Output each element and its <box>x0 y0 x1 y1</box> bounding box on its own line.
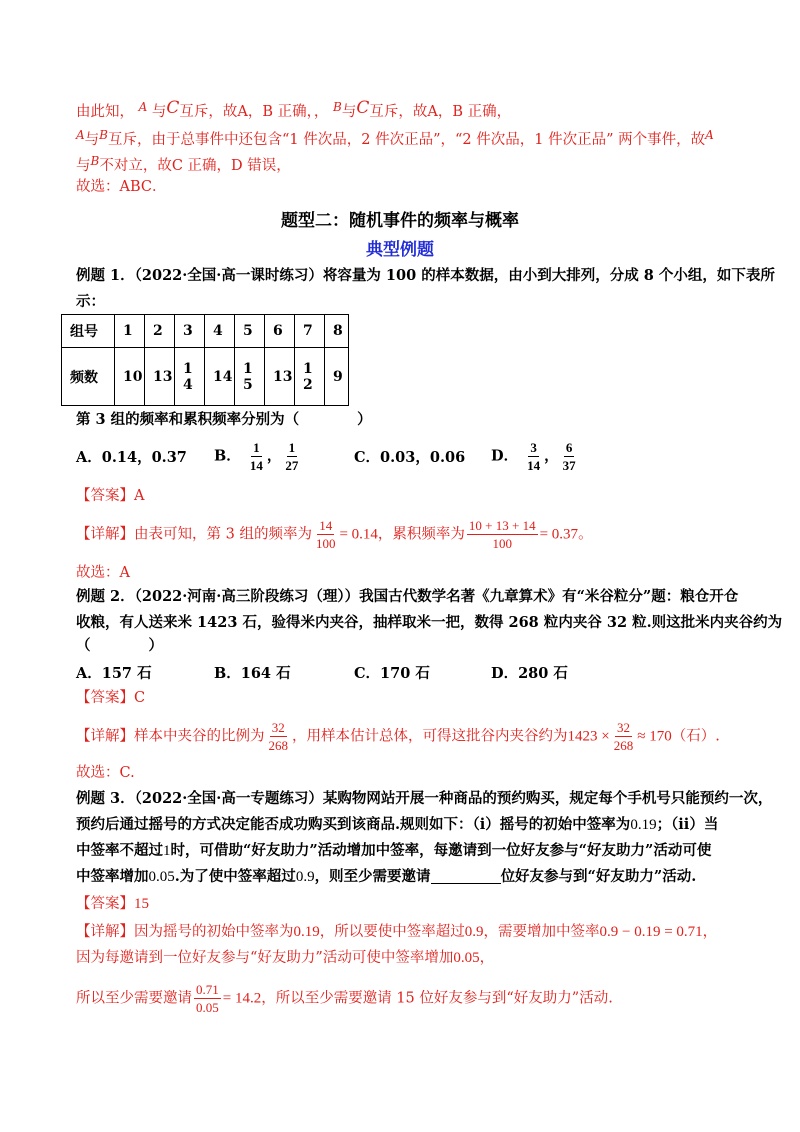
text: 由此知， <box>76 104 134 120</box>
conclusion-line-1: 由此知， $^A$ 与C互斥，故A，B 正确，， $^B$与C互斥，故A，B 正确， <box>76 98 512 120</box>
fraction: $\frac{1}{14}$ <box>249 440 263 473</box>
text: 与 <box>341 104 357 120</box>
var-c: C <box>356 98 370 118</box>
table-cell: 9 <box>325 348 349 406</box>
fraction: $\frac{32}{268}$ <box>613 720 634 753</box>
text: 不对立，故C 正确，D 错误， <box>99 158 291 174</box>
example3-detail-2: 因为每邀请到一位好友参与“好友助力”活动可使中签率增加0.05， <box>76 950 495 966</box>
answer-blank <box>431 869 501 884</box>
example1-answer: 【答案】A <box>76 488 145 504</box>
example1-choose: 故选：A <box>76 565 130 581</box>
table-cell: 14 <box>205 348 235 406</box>
fraction: $\frac{14}{100}$ <box>315 518 336 551</box>
example1-option-b: B． $\frac{1}{14}$ ， $\frac{1}{27}$ <box>214 440 299 473</box>
table-cell: 1 4 <box>175 348 205 406</box>
table-cell: 13 <box>145 348 175 406</box>
example1-option-a: A．0.14，0.37 <box>76 449 187 466</box>
fraction: $\frac{0.71}{0.05}$ <box>196 982 219 1015</box>
example3-detail-3: 所以至少需要邀请 $\frac{0.71}{0.05}$ = 14.2，所以至少需要邀请 15 位好友参与到“好友助力”活动. <box>76 982 613 1015</box>
fraction: $\frac{32}{268}$ <box>268 720 288 753</box>
example2-option-b: B．164 石 <box>214 665 291 682</box>
var-b: B <box>99 128 108 142</box>
example1-option-c: C．0.03，0.06 <box>354 449 466 466</box>
example3-text-2: 预约后通过摇号的方式决定能否成功购买到该商品.规则如下：（ⅰ）摇号的初始中签率为0.19；（ⅱ）当 <box>76 816 719 833</box>
table-cell: 3 <box>175 315 205 348</box>
table-cell: 2 <box>145 315 175 348</box>
fraction: $\frac{6}{37}$ <box>562 440 576 473</box>
example1-text-1: 例题 1．（2022·全国·高一课时练习）将容量为 100 的样本数据，由小到大排列，分成 8 个小组，如下表所 <box>76 267 775 284</box>
var-a: A <box>76 128 85 142</box>
example3-text-4: 中签率增加0.05.为了使中签率超过0.9，则至少需要邀请 位好友参与到“好友助力”活动. <box>76 868 697 885</box>
example3-text-3: 中签率不超过1时，可借助“好友助力”活动增加中签率，每邀请到一位好友参与“好友助力”活动可使 <box>76 842 712 859</box>
table-cell: 1 2 <box>295 348 325 406</box>
table-cell: 5 <box>235 315 265 348</box>
example3-detail-1: 【详解】因为摇号的初始中签率为0.19，所以要使中签率超过0.9，需要增加中签率0.9 − 0.19 = 0.71， <box>76 924 718 940</box>
conclusion-choose: 故选：ABC． <box>76 179 167 195</box>
fraction: $\frac{1}{27}$ <box>285 440 299 473</box>
example1-question: 第 3 组的频率和累积频率分别为（ ） <box>76 411 372 428</box>
var-b: B <box>333 100 342 114</box>
table-cell: 13 <box>265 348 295 406</box>
example2-option-c: C．170 石 <box>354 665 430 682</box>
text: 互斥，故A，B 正确， <box>179 104 314 120</box>
example2-choose: 故选：C. <box>76 765 135 781</box>
subsection-title: 典型例题 <box>366 240 434 260</box>
text: 互斥，故A，B 正确， <box>369 104 512 120</box>
frequency-table <box>61 314 349 406</box>
text: 与 <box>84 132 100 148</box>
var-a: A <box>138 100 148 114</box>
example3-answer: 【答案】15 <box>76 896 149 912</box>
text: 互斥，由于总事件中还包含“1 件次品，2 件次正品”，“2 件次品，1 件次正品” 两个事件，故 <box>108 132 706 148</box>
conclusion-line-3 <box>76 151 291 176</box>
example1-detail: 【详解】由表可知，第 3 组的频率为 $\frac{14}{100}$ = 0.14，累积频率为 $\frac{10 + 13 + 14}{100}$ = 0.37。 <box>76 518 593 551</box>
table-cell: 4 <box>205 315 235 348</box>
example2-detail: 【详解】样本中夹谷的比例为 $\frac{32}{268}$ ，用样本估计总体，可得这批谷内夹谷约为1423 × $\frac{32}{268}$ ≈ 170（石）. <box>76 720 720 753</box>
fraction: $\frac{3}{14}$ <box>527 440 541 473</box>
example1-option-d: D． $\frac{3}{14}$ ， $\frac{6}{37}$ <box>491 440 576 473</box>
table-cell: 1 5 <box>235 348 265 406</box>
var-a: A <box>705 128 714 142</box>
example1-text-2: 示： <box>76 293 105 310</box>
table-cell: 10 <box>115 348 145 406</box>
table-cell: 1 <box>115 315 145 348</box>
example2-option-d: D．280 石 <box>491 665 568 682</box>
example2-text-2: 收粮，有人送来米 1423 石，验得米内夹谷，抽样取米一把，数得 268 粒内夹谷 32 粒.则这批米内夹谷约为 <box>76 614 783 631</box>
example2-text-3: （ ） <box>76 637 163 654</box>
fraction: $\frac{10 + 13 + 14}{100}$ <box>468 518 536 551</box>
example3-text-1: 例题 3．（2022·全国·高一专题练习）某购物网站开展一种商品的预约购买，规定每个手机号只能预约一次， <box>76 790 773 807</box>
example2-text-1: 例题 2．（2022·河南·高三阶段练习（理））我国古代数学名著《九章算术》有“米谷粒分”题：粮仓开仓 <box>76 588 739 605</box>
table-row-groups <box>62 315 349 348</box>
var-b: B <box>90 154 100 168</box>
table-header-cell: 频数 <box>62 348 115 406</box>
text: 与 <box>76 158 91 174</box>
conclusion-line-2 <box>76 125 714 150</box>
var-c: C <box>166 98 180 118</box>
example2-answer: 【答案】C <box>76 690 146 706</box>
table-cell: 7 <box>295 315 325 348</box>
table-header-cell: 组号 <box>62 315 115 348</box>
table-cell: 8 <box>325 315 349 348</box>
section-title: 题型二：随机事件的频率与概率 <box>281 211 519 231</box>
table-cell: 6 <box>265 315 295 348</box>
table-row-frequencies <box>62 348 349 406</box>
text: 与 <box>151 104 167 120</box>
example2-option-a: A．157 石 <box>76 665 152 682</box>
